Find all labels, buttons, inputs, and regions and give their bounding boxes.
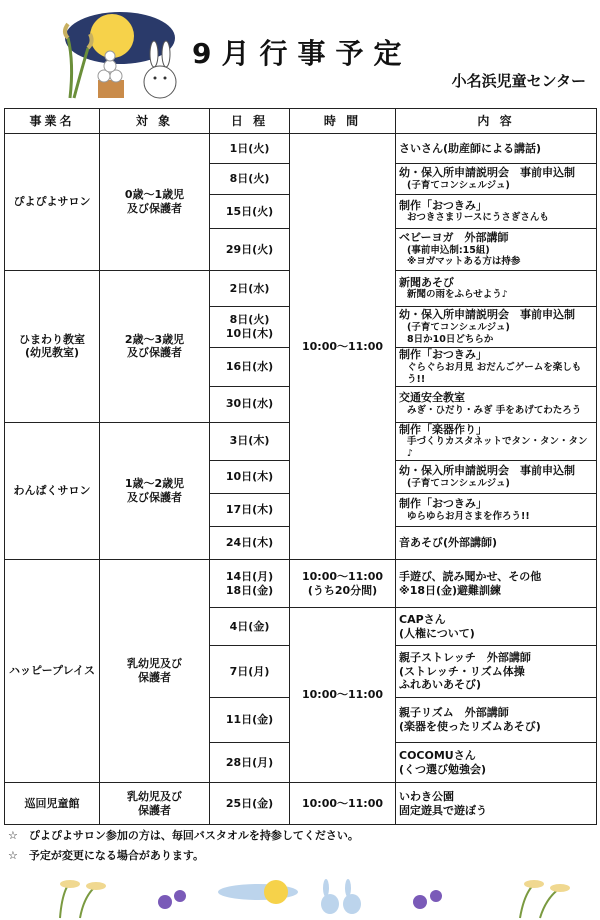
date-cell: 8日(火) (210, 164, 290, 195)
content-cell (396, 195, 597, 229)
content-line: ふれあいあそび) (399, 678, 482, 692)
content-cell (396, 608, 597, 646)
date-cell: 10日(木) (210, 461, 290, 494)
date-cell: 29日(火) (210, 229, 290, 271)
time-line: 10:00～11:00 (301, 569, 384, 583)
content-line: CAPさん (399, 612, 446, 626)
date-cell: 15日(火) (210, 195, 290, 229)
content-line: (楽器を使ったリズムあそび) (399, 720, 541, 733)
program-name: ぴよぴよサロン (5, 134, 100, 271)
content-cell (396, 783, 597, 825)
flower-border-illustration (0, 872, 600, 920)
target-line: 保護者 (138, 803, 171, 817)
content-line: 音あそび(外部講師) (399, 536, 498, 550)
target-cell (100, 134, 210, 271)
content-line: 幼・保入所申請説明会 事前申込制 (399, 464, 575, 478)
date-cell: 3日(木) (210, 422, 290, 461)
date-cell: 24日(木) (210, 527, 290, 560)
column-header: 日 程 (210, 109, 290, 134)
content-cell (396, 134, 597, 164)
date-cell (210, 307, 290, 348)
date-cell: 16日(水) (210, 348, 290, 387)
target-line: 及び保護者 (127, 202, 182, 215)
target-line: 保護者 (138, 671, 171, 684)
date-line: 14日(月) (225, 569, 274, 583)
content-line: ゆらゆらお月さまを作ろう!! (407, 510, 530, 522)
target-cell (100, 560, 210, 783)
content-cell (396, 646, 597, 698)
content-cell (396, 386, 597, 422)
date-cell: 2日(水) (210, 271, 290, 307)
column-header: 事業名 (5, 109, 100, 134)
table-header-row (5, 109, 597, 134)
header (0, 0, 600, 106)
date-cell: 25日(金) (210, 783, 290, 825)
target-cell (100, 783, 210, 825)
target-cell (100, 271, 210, 423)
content-cell (396, 229, 597, 271)
time-line: (うち20分間) (307, 583, 378, 597)
content-line: 手づくりカスタネットでタン・タン・タン♪ (407, 436, 588, 460)
content-line: 制作「おつきみ」 (399, 497, 487, 511)
schedule-table (4, 108, 597, 825)
date-cell (210, 560, 290, 608)
content-cell (396, 164, 597, 195)
content-line: 制作「楽器作り」 (399, 422, 487, 436)
column-header: 対 象 (100, 109, 210, 134)
date-line: 18日(金) (225, 583, 274, 597)
note-line: ☆ 予定が変更になる場合があります。 (8, 849, 204, 862)
content-cell (396, 743, 597, 783)
content-line: 幼・保入所申請説明会 事前申込制 (399, 308, 575, 322)
content-line: 新聞の雨をふらせよう♪ (407, 289, 508, 301)
target-line: 及び保護者 (127, 490, 182, 504)
column-header: 時 間 (290, 109, 396, 134)
content-line: (事前申込制:15組) (407, 244, 490, 256)
content-line: ※18日(金)避難訓練 (399, 583, 502, 597)
content-line: ぐらぐらお月見 おだんごゲームを楽しもう!! (407, 361, 582, 385)
program-name-line: (幼児教室) (24, 346, 80, 360)
time-cell (290, 560, 396, 608)
program-name: ハッピープレイス (5, 560, 100, 783)
time-cell: 10:00～11:00 (290, 134, 396, 560)
column-header: 内 容 (396, 109, 597, 134)
content-cell (396, 422, 597, 461)
notes (8, 826, 359, 866)
target-line: 乳幼児及び (127, 789, 182, 803)
content-line: ベビーヨガ 外部講師 (399, 230, 509, 244)
time-cell: 10:00～11:00 (290, 783, 396, 825)
content-cell (396, 348, 597, 387)
date-line: 8日(火) (229, 313, 270, 327)
organization-name: 小名浜児童センター (451, 72, 586, 90)
content-cell (396, 494, 597, 527)
table-row (5, 134, 597, 164)
content-line: (人権について) (399, 626, 475, 640)
table-row (5, 783, 597, 825)
date-cell: 17日(木) (210, 494, 290, 527)
content-line: おつきさまリースにうさぎさんも (407, 212, 549, 224)
content-cell (396, 698, 597, 743)
moon-rabbit-illustration (60, 8, 190, 102)
target-line: 及び保護者 (127, 346, 182, 360)
content-line: (ストレッチ・リズム体操 (399, 664, 525, 678)
target-line: 0歳～1歳児 (124, 188, 185, 202)
program-name: わんぱくサロン (5, 422, 100, 560)
content-line: 手遊び、読み聞かせ、その他 (399, 569, 542, 583)
content-line: (子育てコンシェルジュ) (407, 477, 510, 489)
date-cell: 11日(金) (210, 698, 290, 743)
target-line: 乳幼児及び (127, 657, 182, 671)
target-line: 2歳～3歳児 (124, 332, 185, 346)
content-line: 新聞あそび (399, 275, 454, 289)
content-line: 交通安全教室 (399, 391, 465, 405)
target-line: 1歳～2歳児 (124, 477, 185, 490)
program-name-line: ひまわり教室 (19, 332, 85, 346)
content-cell (396, 307, 597, 348)
program-name: 巡回児童館 (5, 783, 100, 825)
content-line: 8日か10日どちらか (407, 333, 494, 345)
program-name (5, 271, 100, 423)
date-cell: 7日(月) (210, 646, 290, 698)
content-line: (子育てコンシェルジュ) (407, 322, 510, 333)
target-cell (100, 422, 210, 560)
page-title: 9月行事予定 (192, 37, 412, 70)
content-line: 親子ストレッチ 外部講師 (399, 650, 531, 664)
time-cell: 10:00～11:00 (290, 608, 396, 783)
content-cell (396, 461, 597, 494)
content-line: 固定遊具で遊ぼう (399, 803, 487, 817)
date-cell: 1日(火) (210, 134, 290, 164)
content-line: ※ヨガマットある方は持参 (407, 256, 521, 268)
content-line: (子育てコンシェルジュ) (407, 179, 510, 191)
table-row (5, 560, 597, 608)
content-line: いわき公園 (399, 789, 454, 803)
content-cell (396, 560, 597, 608)
date-line: 10日(木) (225, 327, 274, 340)
content-line: COCOMUさん (399, 748, 476, 762)
note-line: ☆ ぴよぴよサロン参加の方は、毎回バスタオルを持参してください。 (8, 829, 359, 842)
content-line: 制作「おつきみ」 (399, 198, 487, 212)
content-line: みぎ・ひだり・みぎ 手をあげてわたろう (407, 404, 582, 416)
content-line: 親子リズム 外部講師 (399, 706, 509, 720)
content-line: さいさん(助産師による講話) (399, 141, 542, 155)
content-line: 制作「おつきみ」 (399, 348, 487, 361)
date-cell: 30日(水) (210, 386, 290, 422)
date-cell: 28日(月) (210, 743, 290, 783)
content-cell (396, 527, 597, 560)
content-line: (くつ選び勉強会) (399, 762, 487, 776)
content-cell (396, 271, 597, 307)
date-cell: 4日(金) (210, 608, 290, 646)
content-line: 幼・保入所申請説明会 事前申込制 (399, 166, 575, 180)
